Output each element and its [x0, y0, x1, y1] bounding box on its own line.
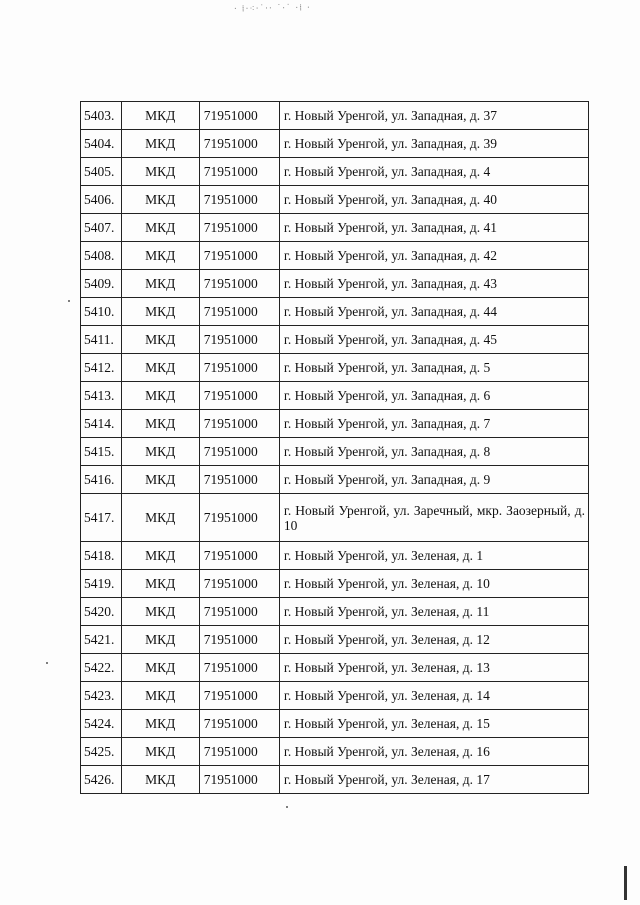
address-cell: г. Новый Уренгой, ул. Западная, д. 5: [279, 354, 588, 382]
oktmo-code-cell: 71951000: [199, 242, 279, 270]
building-type-cell: МКД: [121, 410, 199, 438]
table-row: [81, 382, 589, 410]
address-cell: г. Новый Уренгой, ул. Зеленая, д. 17: [279, 766, 588, 794]
address-cell: г. Новый Уренгой, ул. Западная, д. 45: [279, 326, 588, 354]
oktmo-code-cell: 71951000: [199, 186, 279, 214]
oktmo-code-cell: 71951000: [199, 626, 279, 654]
table-row: [81, 542, 589, 570]
table-row: [81, 186, 589, 214]
table-row: [81, 270, 589, 298]
row-number-cell: 5412.: [81, 354, 122, 382]
address-cell: г. Новый Уренгой, ул. Западная, д. 40: [279, 186, 588, 214]
building-type-cell: МКД: [121, 158, 199, 186]
row-number-cell: 5425.: [81, 738, 122, 766]
row-number-cell: 5426.: [81, 766, 122, 794]
building-type-cell: МКД: [121, 738, 199, 766]
table-row: [81, 710, 589, 738]
oktmo-code-cell: 71951000: [199, 298, 279, 326]
oktmo-code-cell: 71951000: [199, 354, 279, 382]
row-number-cell: 5419.: [81, 570, 122, 598]
building-type-cell: МКД: [121, 542, 199, 570]
address-cell: г. Новый Уренгой, ул. Западная, д. 7: [279, 410, 588, 438]
building-type-cell: МКД: [121, 270, 199, 298]
oktmo-code-cell: 71951000: [199, 102, 279, 130]
oktmo-code-cell: 71951000: [199, 542, 279, 570]
building-type-cell: МКД: [121, 102, 199, 130]
table-row: [81, 130, 589, 158]
faint-header-stamp: · ⁞·⁖·˙·· ˙·˙ ·⁞ ·: [233, 3, 311, 15]
address-cell: г. Новый Уренгой, ул. Зеленая, д. 15: [279, 710, 588, 738]
table-row: [81, 354, 589, 382]
table-row: [81, 738, 589, 766]
address-cell: г. Новый Уренгой, ул. Западная, д. 37: [279, 102, 588, 130]
building-type-cell: МКД: [121, 438, 199, 466]
oktmo-code-cell: 71951000: [199, 270, 279, 298]
row-number-cell: 5413.: [81, 382, 122, 410]
building-type-cell: МКД: [121, 654, 199, 682]
address-cell: г. Новый Уренгой, ул. Западная, д. 43: [279, 270, 588, 298]
oktmo-code-cell: 71951000: [199, 598, 279, 626]
building-type-cell: МКД: [121, 186, 199, 214]
oktmo-code-cell: 71951000: [199, 570, 279, 598]
oktmo-code-cell: 71951000: [199, 326, 279, 354]
oktmo-code-cell: 71951000: [199, 766, 279, 794]
row-number-cell: 5424.: [81, 710, 122, 738]
table-row: [81, 438, 589, 466]
row-number-cell: 5422.: [81, 654, 122, 682]
building-type-cell: МКД: [121, 130, 199, 158]
address-cell: г. Новый Уренгой, ул. Зеленая, д. 10: [279, 570, 588, 598]
oktmo-code-cell: 71951000: [199, 438, 279, 466]
table-row: [81, 626, 589, 654]
address-cell: г. Новый Уренгой, ул. Западная, д. 9: [279, 466, 588, 494]
table-row: [81, 466, 589, 494]
oktmo-code-cell: 71951000: [199, 682, 279, 710]
address-cell: г. Новый Уренгой, ул. Западная, д. 42: [279, 242, 588, 270]
address-cell: г. Новый Уренгой, ул. Западная, д. 39: [279, 130, 588, 158]
scan-edge-mark: [624, 866, 627, 900]
row-number-cell: 5423.: [81, 682, 122, 710]
building-type-cell: МКД: [121, 710, 199, 738]
margin-speck: [286, 806, 288, 808]
address-cell: г. Новый Уренгой, ул. Западная, д. 44: [279, 298, 588, 326]
row-number-cell: 5407.: [81, 214, 122, 242]
oktmo-code-cell: 71951000: [199, 654, 279, 682]
address-cell: г. Новый Уренгой, ул. Зеленая, д. 13: [279, 654, 588, 682]
housing-registry-table: [80, 101, 589, 794]
table-row: [81, 214, 589, 242]
building-type-cell: МКД: [121, 214, 199, 242]
row-number-cell: 5414.: [81, 410, 122, 438]
address-cell: г. Новый Уренгой, ул. Зеленая, д. 12: [279, 626, 588, 654]
building-type-cell: МКД: [121, 298, 199, 326]
row-number-cell: 5406.: [81, 186, 122, 214]
oktmo-code-cell: 71951000: [199, 214, 279, 242]
row-number-cell: 5405.: [81, 158, 122, 186]
table-row: [81, 242, 589, 270]
table-row: [81, 298, 589, 326]
building-type-cell: МКД: [121, 494, 199, 542]
building-type-cell: МКД: [121, 682, 199, 710]
row-number-cell: 5415.: [81, 438, 122, 466]
building-type-cell: МКД: [121, 598, 199, 626]
address-cell: г. Новый Уренгой, ул. Зеленая, д. 1: [279, 542, 588, 570]
building-type-cell: МКД: [121, 326, 199, 354]
table-row: [81, 494, 589, 542]
table-row: [81, 158, 589, 186]
building-type-cell: МКД: [121, 570, 199, 598]
building-type-cell: МКД: [121, 766, 199, 794]
address-cell: г. Новый Уренгой, ул. Западная, д. 8: [279, 438, 588, 466]
margin-speck: [68, 300, 70, 302]
table-row: [81, 326, 589, 354]
building-type-cell: МКД: [121, 626, 199, 654]
address-cell: г. Новый Уренгой, ул. Западная, д. 6: [279, 382, 588, 410]
row-number-cell: 5416.: [81, 466, 122, 494]
address-cell: г. Новый Уренгой, ул. Заречный, мкр. Заозерный, д. 10: [279, 494, 588, 542]
address-cell: г. Новый Уренгой, ул. Западная, д. 4: [279, 158, 588, 186]
oktmo-code-cell: 71951000: [199, 466, 279, 494]
table-row: [81, 598, 589, 626]
row-number-cell: 5403.: [81, 102, 122, 130]
row-number-cell: 5417.: [81, 494, 122, 542]
oktmo-code-cell: 71951000: [199, 738, 279, 766]
table-row: [81, 102, 589, 130]
row-number-cell: 5408.: [81, 242, 122, 270]
building-type-cell: МКД: [121, 382, 199, 410]
table-row: [81, 766, 589, 794]
row-number-cell: 5404.: [81, 130, 122, 158]
building-type-cell: МКД: [121, 466, 199, 494]
oktmo-code-cell: 71951000: [199, 158, 279, 186]
oktmo-code-cell: 71951000: [199, 130, 279, 158]
margin-speck: [46, 662, 48, 664]
oktmo-code-cell: 71951000: [199, 494, 279, 542]
row-number-cell: 5418.: [81, 542, 122, 570]
registry-table-body: [81, 102, 589, 794]
table-row: [81, 570, 589, 598]
row-number-cell: 5421.: [81, 626, 122, 654]
row-number-cell: 5409.: [81, 270, 122, 298]
table-row: [81, 410, 589, 438]
oktmo-code-cell: 71951000: [199, 410, 279, 438]
building-type-cell: МКД: [121, 354, 199, 382]
building-type-cell: МКД: [121, 242, 199, 270]
address-cell: г. Новый Уренгой, ул. Зеленая, д. 16: [279, 738, 588, 766]
table-row: [81, 682, 589, 710]
address-cell: г. Новый Уренгой, ул. Зеленая, д. 14: [279, 682, 588, 710]
address-cell: г. Новый Уренгой, ул. Западная, д. 41: [279, 214, 588, 242]
row-number-cell: 5410.: [81, 298, 122, 326]
oktmo-code-cell: 71951000: [199, 710, 279, 738]
oktmo-code-cell: 71951000: [199, 382, 279, 410]
row-number-cell: 5420.: [81, 598, 122, 626]
row-number-cell: 5411.: [81, 326, 122, 354]
table-row: [81, 654, 589, 682]
address-cell: г. Новый Уренгой, ул. Зеленая, д. 11: [279, 598, 588, 626]
